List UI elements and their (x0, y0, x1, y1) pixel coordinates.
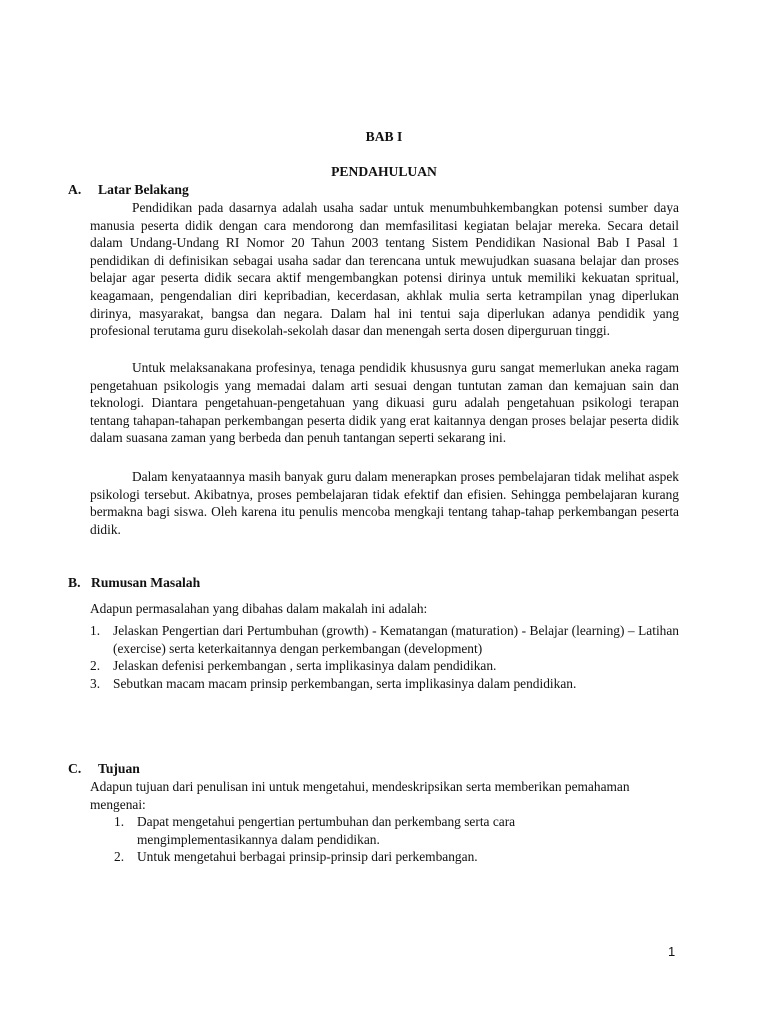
objective-list (114, 813, 577, 866)
list-item (114, 813, 577, 848)
section-a-heading (68, 181, 189, 199)
section-c-title: Tujuan (98, 761, 140, 776)
list-number: 1. (114, 814, 125, 829)
list-number: 1. (90, 623, 101, 638)
problem-list (90, 622, 679, 692)
list-number: 3. (90, 675, 101, 691)
list-text: Untuk mengetahui berbagai prinsip-prinsip dari perkembangan. (137, 849, 478, 865)
section-b-letter: B. (68, 575, 81, 590)
list-item (90, 657, 679, 675)
section-b-title: Rumusan Masalah (91, 575, 201, 590)
background-paragraph-3: Dalam kenyataannya masih banyak guru dalam menerapkan proses pembelajaran tidak melihat aspek psikologi tersebut. Akibatnya, proses pembelajaran tidak efektif dan efisien. Sehingga pembelajaran kurang bermakna bagi siswa. Oleh karena itu penulis mencoba mengkaji tentang tahap-tahap perkembangan peserta didik. (90, 469, 679, 537)
list-number: 2. (114, 849, 125, 865)
section-c-heading (68, 760, 140, 778)
list-text: Sebutkan macam macam prinsip perkembangan, serta implikasinya dalam pendidikan. (113, 675, 577, 691)
list-item (90, 675, 679, 693)
objective-intro: Adapun tujuan dari penulisan ini untuk mengetahui, mendeskripsikan serta memberikan pemahaman mengenai: (90, 779, 630, 812)
background-paragraph-1: Pendidikan pada dasarnya adalah usaha sadar untuk menumbuhkembangkan potensi sumber daya manusia peserta didik dengan cara mendorong dan memfasilitasi kegiatan belajar mereka. Secara detail dalam Undang-Undang RI Nomor 20 Tahun 2003 tentang Sistem Pendidikan Nasional Bab I Pasal 1 pendidikan di definisikan sebagai usaha sadar dan terencana untuk mewujudkan suasana belajar dan proses belajar agar peserta didik secara aktif mengembangkan potensi dirinya untuk memiliki kekuatan spritual, keagamaan, pengendalian diri kepribadian, kecerdasan, akhlak mulia serta ketrampilan ynag diperlukan dirinya, masyarakat, bangsa dan negara. Dalam hal ini tentui saja diperlukan adanya pendidik yang profesional terutama guru disekolah-sekolah dasar dan menengah serta dosen diperguruan tinggi. (90, 200, 679, 339)
section-c-letter: C. (68, 761, 82, 776)
list-number: 2. (90, 658, 101, 674)
list-item (90, 622, 679, 657)
list-text: Jelaskan defenisi perkembangan , serta implikasinya dalam pendidikan. (113, 658, 497, 674)
list-item (114, 848, 577, 866)
section-a-letter: A. (68, 182, 82, 197)
chapter-label: BAB I (365, 129, 403, 144)
list-text: Dapat mengetahui pengertian pertumbuhan dan perkembang serta cara mengimplementasikannya dalam pendidikan. (137, 814, 516, 847)
problem-intro: Adapun permasalahan yang dibahas dalam makalah ini adalah: (90, 601, 428, 616)
background-paragraph-2: Untuk melaksanakana profesinya, tenaga pendidik khususnya guru sangat memerlukan aneka ragam pengetahuan psikologis yang memadai dalam arti sesuai dengan tuntutan zaman dan kemajuan sain dan teknologi. Diantara pengetahuan-pengetahuan yang dikuasi guru adalah pengetahuan psikologi terapan tentang tahapan-tahapan perkembangan peserta didik yang erat kaitannya dengan proses belajar peserta didik dalam suasana zaman yang berbeda dan penuh tantangan seperti sekarang ini. (90, 360, 679, 446)
chapter-title: PENDAHULUAN (331, 164, 437, 179)
section-a-title: Latar Belakang (98, 182, 189, 197)
section-b-heading (68, 574, 200, 592)
page-number: 1 (668, 944, 676, 959)
list-text: Jelaskan Pengertian dari Pertumbuhan (growth) - Kematangan (maturation) - Belajar (learning) – Latihan (exercise) serta keterkaitannya dengan perkembangan (development) (113, 623, 679, 656)
